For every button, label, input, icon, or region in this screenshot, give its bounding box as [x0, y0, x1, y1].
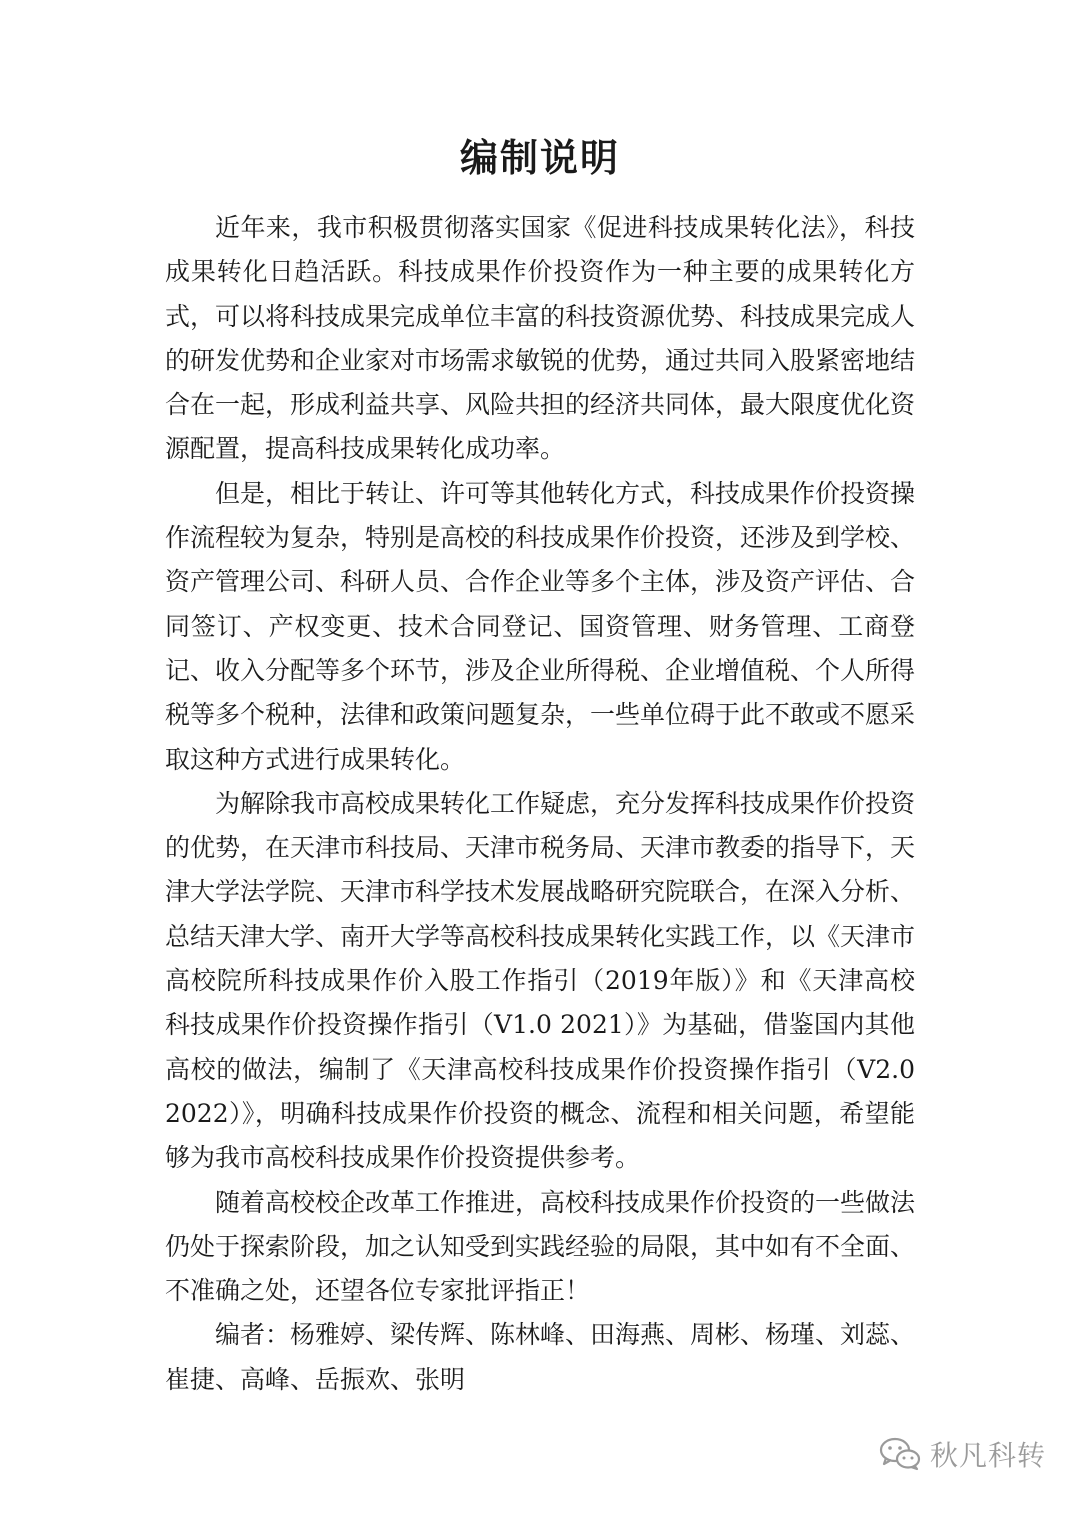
- paragraph-disclaimer: 随着高校校企改革工作推进，高校科技成果作价投资的一些做法仍处于探索阶段，加之认知受到实践经验的局限，其中如有不全面、不准确之处，还望各位专家批评指正！: [165, 1187, 916, 1306]
- wechat-icon: [878, 1436, 922, 1472]
- document-body: [165, 206, 915, 1402]
- watermark-text: 秋凡科转: [929, 1439, 1046, 1472]
- paragraph-purpose: 为解除我市高校成果转化工作疑虑，充分发挥科技成果作价投资的优势，在天津市科技局、天津市税务局、天津市教委的指导下，天津大学法学院、天津市科学技术发展战略研究院联合，在深入分析、总结天津大学、南开大学等高校科技成果转化实践工作，以《天津市高校院所科技成果作价入股工作指引（2019年版）》和《天津高校科技成果作价投资操作指引（V1.0 2021）》为基础，借鉴国内其他高校的做法，编制了《天津高校科技成果作价投资操作指引（V2.0 2022）》，明确科技成果作价投资的概念、流程和相关问题，希望能够为我市高校科技成果作价投资提供参考。: [165, 788, 916, 1173]
- paragraph-complexity: 但是，相比于转让、许可等其他转化方式，科技成果作价投资操作流程较为复杂，特别是高校的科技成果作价投资，还涉及到学校、资产管理公司、科研人员、合作企业等多个主体，涉及资产评估、合同签订、产权变更、技术合同登记、国资管理、财务管理、工商登记、收入分配等多个环节，涉及企业所得税、企业增值税、个人所得税等多个税种，法律和政策问题复杂，一些单位碍于此不敢或不愿采取这种方式进行成果转化。: [165, 478, 916, 774]
- page-title: 编制说明: [459, 136, 620, 180]
- watermark: [878, 1434, 1046, 1474]
- paragraph-intro: 近年来，我市积极贯彻落实国家《促进科技成果转化法》，科技成果转化日趋活跃。科技成果作价投资作为一种主要的成果转化方式，可以将科技成果完成单位丰富的科技资源优势、科技成果完成人的研发优势和企业家对市场需求敏锐的优势，通过共同入股紧密地结合在一起，形成利益共享、风险共担的经济共同体，最大限度优化资源配置，提高科技成果转化成功率。: [165, 213, 916, 464]
- paragraph-editors: 编者：杨雅婷、梁传辉、陈林峰、田海燕、周彬、杨瑾、刘蕊、崔捷、高峰、岳振欢、张明: [165, 1320, 916, 1394]
